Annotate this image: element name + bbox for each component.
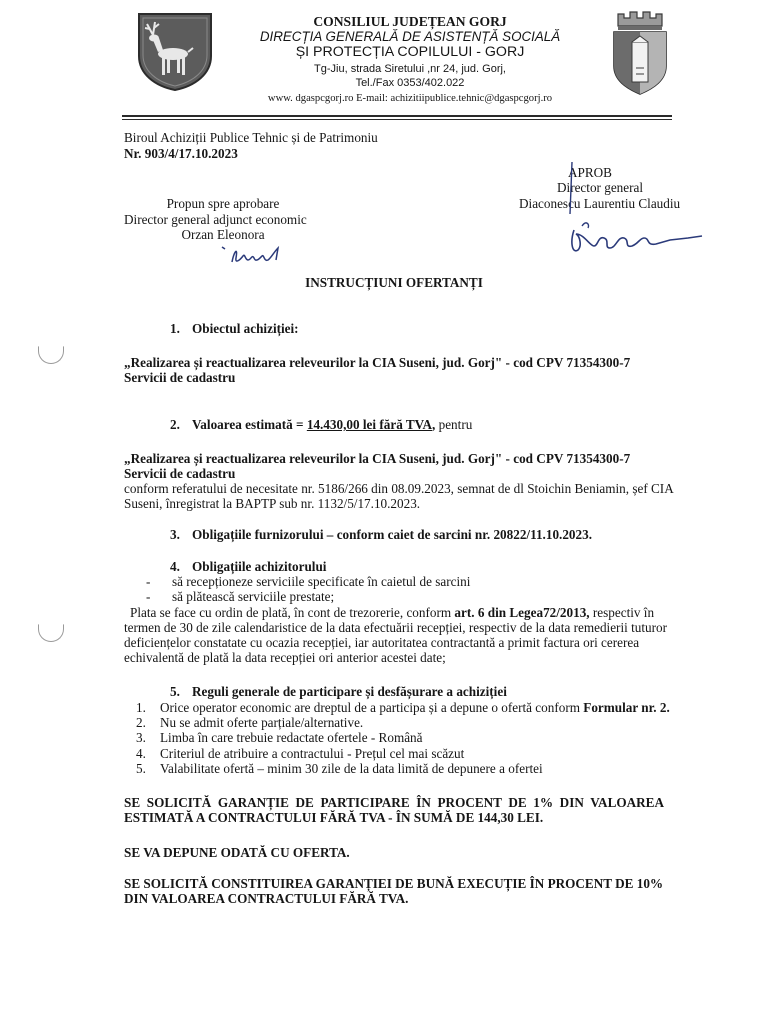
payment-law-reference: art. 6 din Legea72/2013,	[454, 605, 590, 620]
guarantee-line5: DIN VALOAREA CONTRACTULUI FĂRĂ TVA.	[124, 891, 409, 906]
section-2-number: 2.	[170, 417, 180, 432]
header-phone: Tel./Fax 0353/402.022	[355, 77, 465, 89]
document-number: Nr. 903/4/17.10.2023	[124, 146, 238, 161]
section-2-object-line1: „Realizarea și reactualizarea releveurilor la CIA Suseni, jud. Gorj" - cod CPV 71354300-7	[124, 451, 631, 466]
section-2-label: Valoarea estimată =	[192, 417, 307, 432]
header-address: Tg-Jiu, strada Siretului ,nr 24, jud. Gorj,	[314, 63, 506, 75]
deputy-director-title: Director general adjunct economic	[124, 212, 307, 227]
section-2-comma: ,	[432, 417, 436, 432]
section-5-heading: Reguli generale de participare și desfășurare a achiziției	[192, 684, 507, 699]
guarantee-line1: SE SOLICITĂ GARANȚIE DE PARTICIPARE ÎN PROCENT DE 1% DIN VALOAREA	[124, 795, 664, 810]
deputy-director-name: Orzan Eleonora	[181, 227, 265, 242]
header-divider	[122, 115, 672, 117]
section-4-number: 4.	[170, 559, 180, 574]
section-4-bullet-1: - să recepționeze serviciile specificate în caietul de sarcini	[146, 574, 471, 589]
rule-item: 2. Nu se admit oferte parțiale/alternative.	[136, 715, 364, 731]
approval-label: APROB	[568, 165, 612, 180]
section-2-reference-line2: Suseni, înregistrat la BAPTP sub nr. 1132/5/17.10.2023.	[124, 496, 421, 511]
guarantee-line4: SE SOLICITĂ CONSTITUIREA GARANȚIEI DE BUNĂ EXECUȚIE ÎN PROCENT DE 10%	[124, 876, 664, 891]
rule-item: 5. Valabilitate ofertă – minim 30 zile de la data limită de depunere a ofertei	[136, 760, 543, 776]
document-title: INSTRUCȚIUNI OFERTANȚI	[305, 275, 483, 290]
section-1-object-line1: „Realizarea și reactualizarea releveurilor la CIA Suseni, jud. Gorj" - cod CPV 71354300-7	[124, 355, 631, 370]
header-council: CONSILIUL JUDEȚEAN GORJ	[313, 14, 507, 29]
section-5-number: 5.	[170, 684, 180, 699]
section-4-heading: Obligațiile achizitorului	[192, 559, 327, 574]
section-2-heading	[192, 417, 472, 432]
participation-rules-list	[136, 700, 670, 776]
payment-paragraph-line3: deficiențelor constatate cu ocazia recepției, iar autoritatea contractantă a primit factura ori cererea	[124, 635, 640, 650]
section-4-bullet-2-text: să plătească serviciile prestate;	[172, 589, 335, 604]
estimated-value: 14.430,00 lei fără TVA	[306, 417, 433, 432]
payment-text-c: respectiv în	[589, 605, 655, 620]
header-directorate: DIRECȚIA GENERALĂ DE ASISTENȚĂ SOCIALĂ	[259, 29, 561, 44]
deputy-director-signature	[218, 238, 288, 270]
section-4-bullet-2: - să plătească serviciile prestate;	[146, 589, 335, 604]
section-3-heading: Obligațiile furnizorului – conform caiet de sarcini nr. 20822/11.10.2023.	[192, 527, 593, 542]
city-coat-of-arms	[610, 8, 670, 96]
section-2-after: pentru	[435, 417, 473, 432]
section-3-number: 3.	[170, 527, 180, 542]
director-general-name: Diaconescu Laurentiu Claudiu	[519, 196, 681, 211]
header-divider-thin	[122, 119, 672, 120]
director-general-title: Director general	[557, 180, 644, 195]
rule-item: 3. Limba în care trebuie redactate ofertele - Română	[136, 730, 423, 746]
section-1-number: 1.	[170, 321, 180, 336]
proposal-label: Propun spre aprobare	[166, 196, 280, 211]
payment-text-a: Plata se face cu ordin de plată, în cont de trezorerie, conform	[130, 605, 455, 620]
section-1-heading: Obiectul achiziției:	[192, 321, 299, 336]
payment-paragraph-line1	[130, 605, 654, 620]
section-1-object-line2: Servicii de cadastru	[124, 370, 236, 385]
punch-hole-bottom	[38, 624, 64, 642]
payment-paragraph-line2: termen de 30 de zile calendaristice de la data efectuării recepției, respectiv de la data remedierii tuturor	[124, 620, 667, 635]
section-2-reference-line1: conform referatului de necesitate nr. 5186/266 din 08.09.2023, semnat de dl Stoichin Beniamin, șef CIA	[124, 481, 674, 496]
payment-paragraph-line4: echivalentă de plată la data recepției ori anterior acestei date;	[124, 650, 446, 665]
county-coat-of-arms	[133, 8, 217, 92]
guarantee-line2: ESTIMATĂ A CONTRACTULUI FĂRĂ TVA - ÎN SUMĂ DE 144,30 LEI.	[124, 810, 544, 825]
header-child-protection: ȘI PROTECȚIA COPILULUI - GORJ	[295, 44, 525, 60]
punch-hole-top	[38, 346, 64, 364]
section-4-bullet-1-text: să recepționeze serviciile specificate în caietul de sarcini	[172, 574, 471, 589]
section-2-object-line2: Servicii de cadastru	[124, 466, 236, 481]
rule-item: 4. Criteriul de atribuire a contractului - Prețul cel mai scăzut	[136, 745, 465, 761]
header-web-email: www. dgaspcgorj.ro E-mail: achizitiipublice.tehnic@dgaspcgorj.ro	[267, 93, 553, 104]
director-general-signature	[560, 154, 705, 264]
office-name: Biroul Achiziții Publice Tehnic și de Patrimoniu	[124, 130, 378, 145]
rule-item: 1. Orice operator economic are dreptul de a participa și a depune o ofertă conform Formular nr. 2.	[136, 700, 670, 715]
guarantee-line3: SE VA DEPUNE ODATĂ CU OFERTA.	[124, 845, 350, 860]
